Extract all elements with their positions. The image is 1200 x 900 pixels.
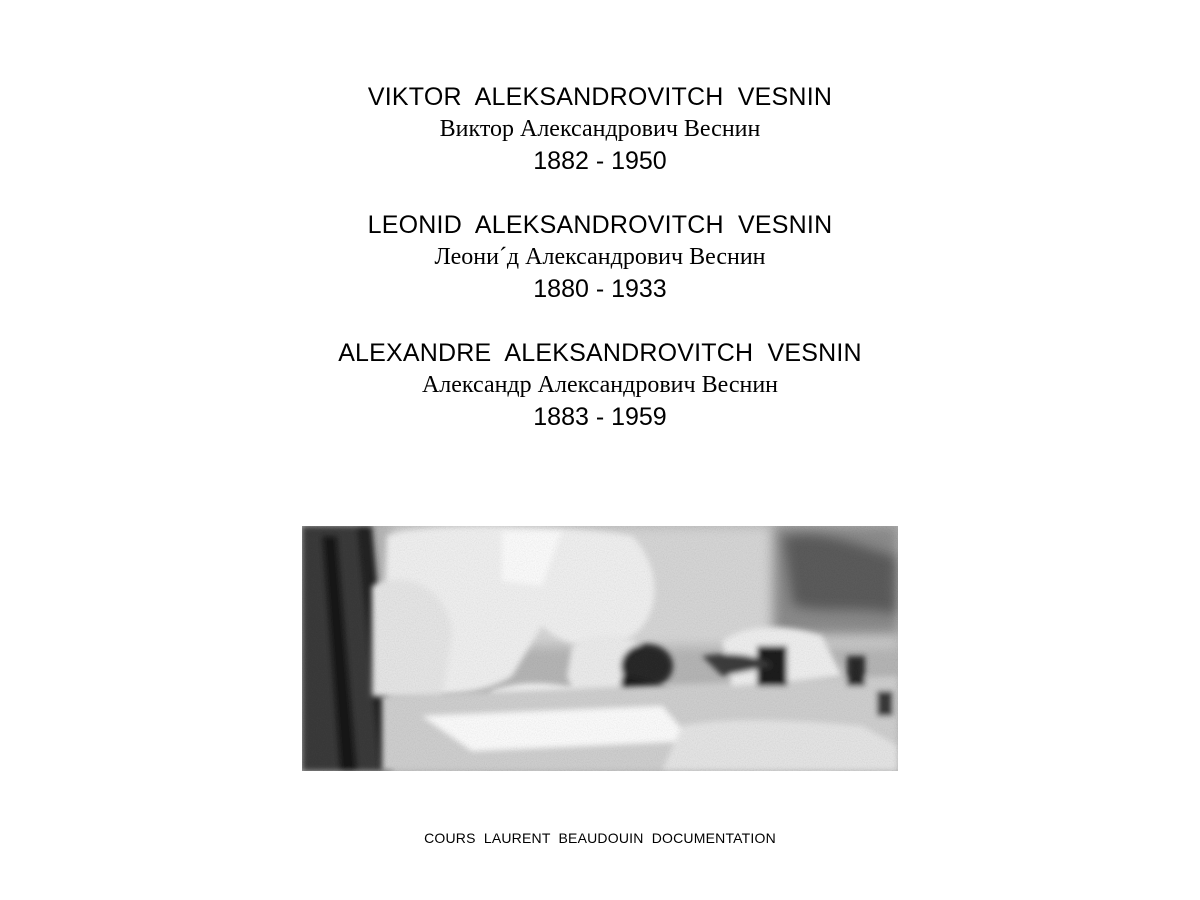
- names-block: [0, 80, 1200, 464]
- person-cyrillic-name: Леони´д Александрович Веснин: [434, 244, 766, 270]
- person-leonid: [0, 208, 1200, 306]
- archival-photo-image: [302, 526, 898, 771]
- person-alexandre: [0, 336, 1200, 434]
- person-viktor: [0, 80, 1200, 178]
- footer-credit: COURS LAURENT BEAUDOUIN DOCUMENTATION: [424, 830, 776, 846]
- person-years: 1880 - 1933: [533, 275, 667, 303]
- person-cyrillic-name: Виктор Александрович Веснин: [439, 116, 761, 142]
- person-years: 1882 - 1950: [533, 147, 667, 175]
- person-latin-name: LEONID ALEKSANDROVITCH VESNIN: [367, 211, 833, 239]
- archival-photo: [302, 526, 898, 771]
- person-cyrillic-name: Александр Александрович Веснин: [421, 372, 779, 398]
- person-latin-name: ALEXANDRE ALEKSANDROVITCH VESNIN: [338, 339, 862, 367]
- person-years: 1883 - 1959: [533, 403, 667, 431]
- person-latin-name: VIKTOR ALEKSANDROVITCH VESNIN: [367, 83, 833, 111]
